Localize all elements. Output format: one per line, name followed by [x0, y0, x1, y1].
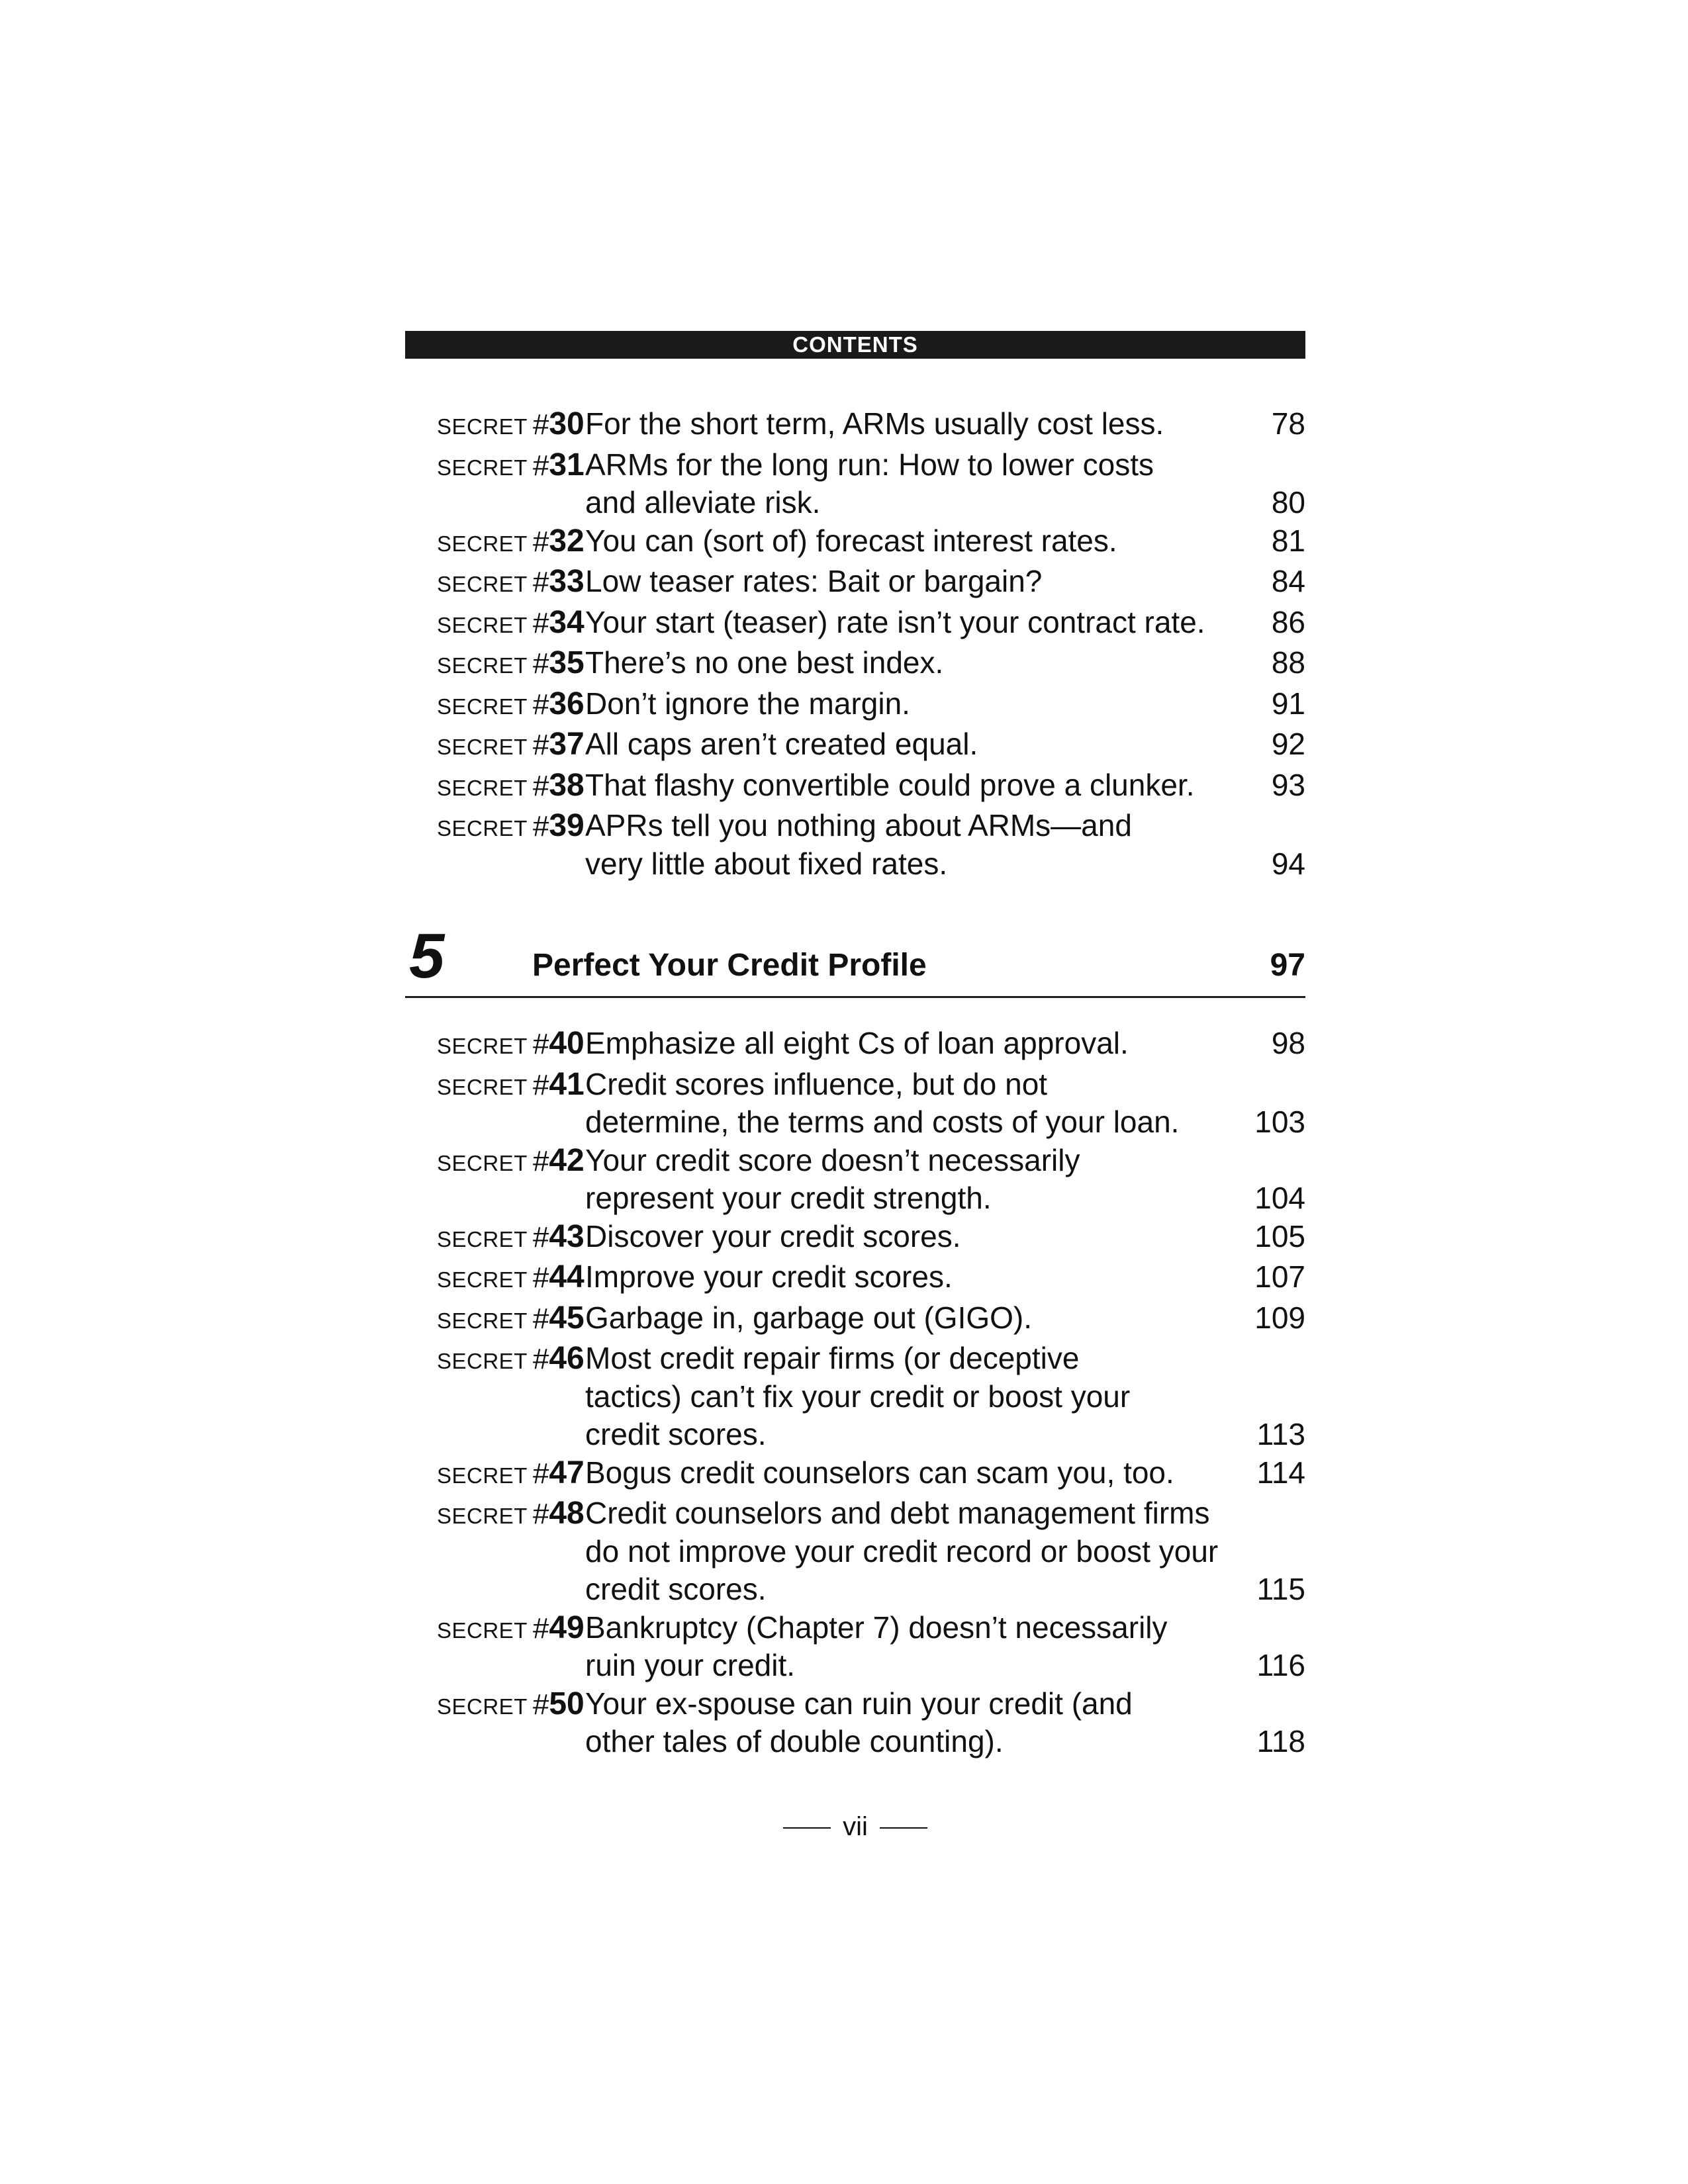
toc-entry — [405, 766, 1305, 807]
secret-label: SECRET #41 — [437, 1066, 585, 1102]
page-number: 81 — [1271, 523, 1305, 558]
entry-title: Discover your credit scores. — [585, 1218, 961, 1253]
secret-label: SECRET #40 — [437, 1026, 585, 1061]
secret-label: SECRET #47 — [437, 1455, 585, 1490]
entry-title: Emphasize all eight Cs of loan approval. — [585, 1026, 1129, 1060]
folio-dash-left — [783, 1827, 831, 1829]
secret-label: SECRET #44 — [437, 1259, 585, 1295]
toc-entry — [405, 1685, 1305, 1761]
secret-list-1 — [405, 405, 1305, 883]
folio-number: vii — [843, 1812, 868, 1841]
page-number: 92 — [1271, 727, 1305, 761]
toc-entry — [405, 446, 1305, 522]
toc-entry — [405, 1609, 1305, 1685]
secret-label: SECRET #32 — [437, 523, 585, 559]
entry-title: Don’t ignore the margin. — [585, 686, 910, 721]
page-number: 88 — [1271, 645, 1305, 680]
entry-title: For the short term, ARMs usually cost less. — [585, 406, 1164, 441]
secret-label: SECRET #45 — [437, 1300, 585, 1336]
secret-label: SECRET #43 — [437, 1218, 585, 1254]
toc-entry — [405, 522, 1305, 563]
entry-title: Credit scores influence, but do not determine, the terms and costs of your loan. — [585, 1066, 1180, 1139]
page-number: 107 — [1254, 1259, 1305, 1294]
page-number: 91 — [1271, 686, 1305, 721]
toc-entry — [405, 1299, 1305, 1340]
page-number: 78 — [1271, 406, 1305, 441]
entry-title: Your ex-spouse can ruin your credit (and other tales of double counting). — [585, 1686, 1133, 1758]
secret-label: SECRET #34 — [437, 604, 585, 640]
toc-entry — [405, 1142, 1305, 1218]
chapter-number: 5 — [409, 921, 445, 991]
chapter-heading — [405, 923, 1305, 998]
secret-label: SECRET #35 — [437, 645, 585, 680]
page-number: 98 — [1271, 1026, 1305, 1060]
page-number: 80 — [1271, 485, 1305, 520]
toc-entry — [405, 1258, 1305, 1299]
secret-label: SECRET #37 — [437, 727, 585, 762]
page-number: 94 — [1271, 846, 1305, 881]
toc-entry — [405, 563, 1305, 604]
entry-title: Your credit score doesn’t necessarily represent your credit strength. — [585, 1142, 1080, 1215]
toc-entry — [405, 1494, 1305, 1609]
secret-label: SECRET #36 — [437, 686, 585, 721]
secret-label: SECRET #31 — [437, 447, 585, 482]
entry-title: Bankruptcy (Chapter 7) doesn’t necessarily ruin your credit. — [585, 1610, 1168, 1682]
secret-label: SECRET #50 — [437, 1686, 585, 1721]
page-number: 104 — [1254, 1181, 1305, 1215]
chapter-page-number: 97 — [1270, 948, 1305, 983]
page-number: 103 — [1254, 1105, 1305, 1139]
secret-label: SECRET #48 — [437, 1496, 585, 1531]
page-number: 115 — [1256, 1572, 1305, 1606]
entry-title: Improve your credit scores. — [585, 1259, 953, 1294]
entry-title: All caps aren’t created equal. — [585, 727, 978, 761]
entry-title: There’s no one best index. — [585, 645, 944, 680]
secret-label: SECRET #49 — [437, 1610, 585, 1645]
toc-entry — [405, 725, 1305, 766]
entry-title: Low teaser rates: Bait or bargain? — [585, 564, 1043, 598]
entry-title: That flashy convertible could prove a clunker. — [585, 767, 1195, 802]
toc-entry — [405, 1024, 1305, 1066]
secret-label: SECRET #38 — [437, 767, 585, 803]
page-number: 105 — [1254, 1218, 1305, 1253]
entry-title: Most credit repair firms (or deceptive tactics) can’t fix your credit or boost your credit scores. — [585, 1341, 1131, 1451]
page-number: 84 — [1271, 564, 1305, 598]
toc-entry — [405, 807, 1305, 883]
entry-title: APRs tell you nothing about ARMs—and very little about fixed rates. — [585, 808, 1132, 881]
toc-entry — [405, 1066, 1305, 1142]
entry-title: Your start (teaser) rate isn’t your contract rate. — [585, 604, 1205, 639]
entry-title: ARMs for the long run: How to lower costs and alleviate risk. — [585, 447, 1154, 520]
contents-page — [405, 0, 1305, 2184]
toc-entry — [405, 604, 1305, 645]
page-number: 93 — [1271, 767, 1305, 802]
toc-entry — [405, 1454, 1305, 1495]
toc-entry — [405, 1340, 1305, 1454]
toc-entry — [405, 685, 1305, 726]
page-folio — [405, 1810, 1305, 1843]
entry-title: You can (sort of) forecast interest rates. — [585, 523, 1117, 558]
emphasis-word: usually — [933, 406, 1029, 441]
secret-label: SECRET #39 — [437, 808, 585, 843]
entry-title: Credit counselors and debt management firms do not improve your credit record or boost your credit scores. — [585, 1496, 1219, 1606]
secret-label: SECRET #33 — [437, 564, 585, 599]
toc-entry — [405, 1218, 1305, 1259]
secret-label: SECRET #46 — [437, 1341, 585, 1376]
entry-title: Bogus credit counselors can scam you, too. — [585, 1455, 1174, 1490]
running-header: CONTENTS — [405, 331, 1305, 359]
secret-label: SECRET #30 — [437, 406, 585, 441]
secret-label: SECRET #42 — [437, 1142, 585, 1178]
toc-entry — [405, 644, 1305, 685]
page-number: 118 — [1256, 1724, 1305, 1758]
secret-list-2 — [405, 1024, 1305, 1761]
page-number: 109 — [1254, 1300, 1305, 1335]
chapter-title: Perfect Your Credit Profile — [532, 948, 927, 983]
page-number: 116 — [1256, 1648, 1305, 1682]
entry-title: Garbage in, garbage out (GIGO). — [585, 1300, 1033, 1335]
folio-dash-right — [880, 1827, 927, 1829]
page-number: 114 — [1256, 1455, 1305, 1490]
page-number: 113 — [1256, 1417, 1305, 1451]
toc-entry — [405, 405, 1305, 446]
page-number: 86 — [1271, 604, 1305, 639]
